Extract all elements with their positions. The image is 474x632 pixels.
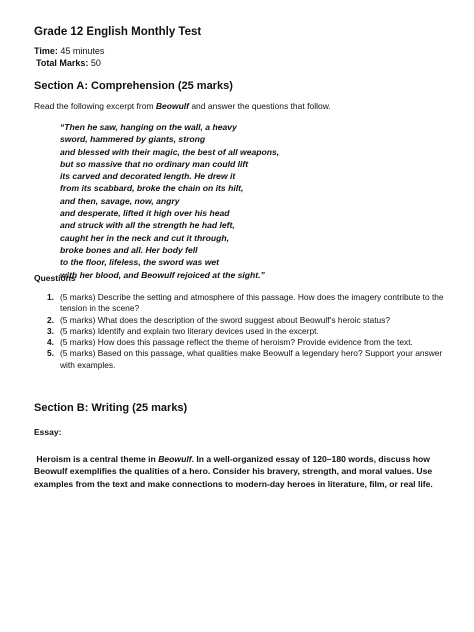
prompt-before: Heroism is a central theme in	[36, 454, 159, 464]
question-text: (5 marks) How does this passage reflect the theme of heroism? Provide evidence from the text.	[60, 337, 413, 348]
question-number: 2.	[47, 314, 54, 325]
section-a-heading: Section A: Comprehension (25 marks)	[34, 80, 233, 92]
time-info	[34, 46, 104, 56]
excerpt-line: from its scabbard, broke the chain on its hilt,	[60, 183, 244, 194]
prompt-after: . In a well-organized essay of 120–180 words, discuss how Beowulf exemplifies the qualities of a hero. Consider his bravery, strength, and moral values. Use examples from the text and make connections to modern-day heroes in literature, film, or real life.	[34, 454, 433, 489]
section-b-heading: Section B: Writing (25 marks)	[34, 402, 188, 414]
excerpt-line: and struck with all the strength he had left,	[60, 220, 235, 231]
excerpt-line: and then, savage, now, angry	[60, 195, 180, 206]
intro-after: and answer the questions that follow.	[188, 101, 331, 111]
section-a-intro	[34, 101, 331, 111]
questions-heading: Questions	[34, 273, 76, 283]
total-marks-info	[36, 58, 101, 68]
intro-work-title: Beowulf	[155, 101, 189, 111]
essay-prompt	[34, 453, 454, 490]
questions-list	[34, 292, 454, 371]
excerpt-line: its carved and decorated length. He drew it	[60, 171, 236, 182]
excerpt-line: “Then he saw, hanging on the wall, a heavy	[60, 122, 237, 132]
excerpt-line: but so massive that no ordinary man could lift	[60, 158, 249, 169]
essay-label: Essay:	[34, 427, 62, 437]
question-number: 5.	[47, 348, 54, 359]
question-item	[34, 292, 454, 315]
excerpt-line: broke bones and all. Her body fell	[60, 244, 198, 255]
question-item	[34, 337, 454, 348]
excerpt-line: with her blood, and Beowulf rejoiced at the sight.”	[60, 269, 265, 280]
time-label: Time:	[34, 46, 58, 56]
question-text: (5 marks) Based on this passage, what qualities make Beowulf a legendary hero? Support your answer with examples.	[60, 348, 443, 370]
beowulf-excerpt	[60, 121, 279, 281]
time-value: 45 minutes	[60, 46, 105, 56]
question-number: 1.	[47, 292, 54, 302]
question-item	[34, 348, 454, 371]
total-marks-label: Total Marks:	[36, 58, 89, 68]
question-item	[34, 326, 454, 337]
excerpt-line: to the floor, lifeless, the sword was wet	[60, 257, 220, 268]
prompt-work-title: Beowulf	[158, 454, 192, 464]
question-number: 3.	[47, 325, 54, 336]
total-marks-value: 50	[90, 58, 101, 68]
excerpt-line: sword, hammered by giants, strong	[60, 134, 206, 145]
question-text: (5 marks) Describe the setting and atmosphere of this passage. How does the imagery contribute to the tension in the scene?	[60, 292, 444, 314]
excerpt-line: and blessed with their magic, the best of all weapons,	[60, 146, 280, 157]
question-text: (5 marks) Identify and explain two literary devices used in the excerpt.	[60, 325, 319, 336]
question-item	[34, 315, 454, 326]
question-text: (5 marks) What does the description of the sword suggest about Beowulf’s heroic status?	[60, 314, 391, 325]
excerpt-line: and desperate, lifted it high over his head	[60, 208, 230, 219]
excerpt-line: caught her in the neck and cut it through,	[60, 232, 230, 243]
question-number: 4.	[47, 337, 54, 348]
intro-before: Read the following excerpt from	[34, 101, 156, 111]
test-title: Grade 12 English Monthly Test	[34, 26, 202, 38]
